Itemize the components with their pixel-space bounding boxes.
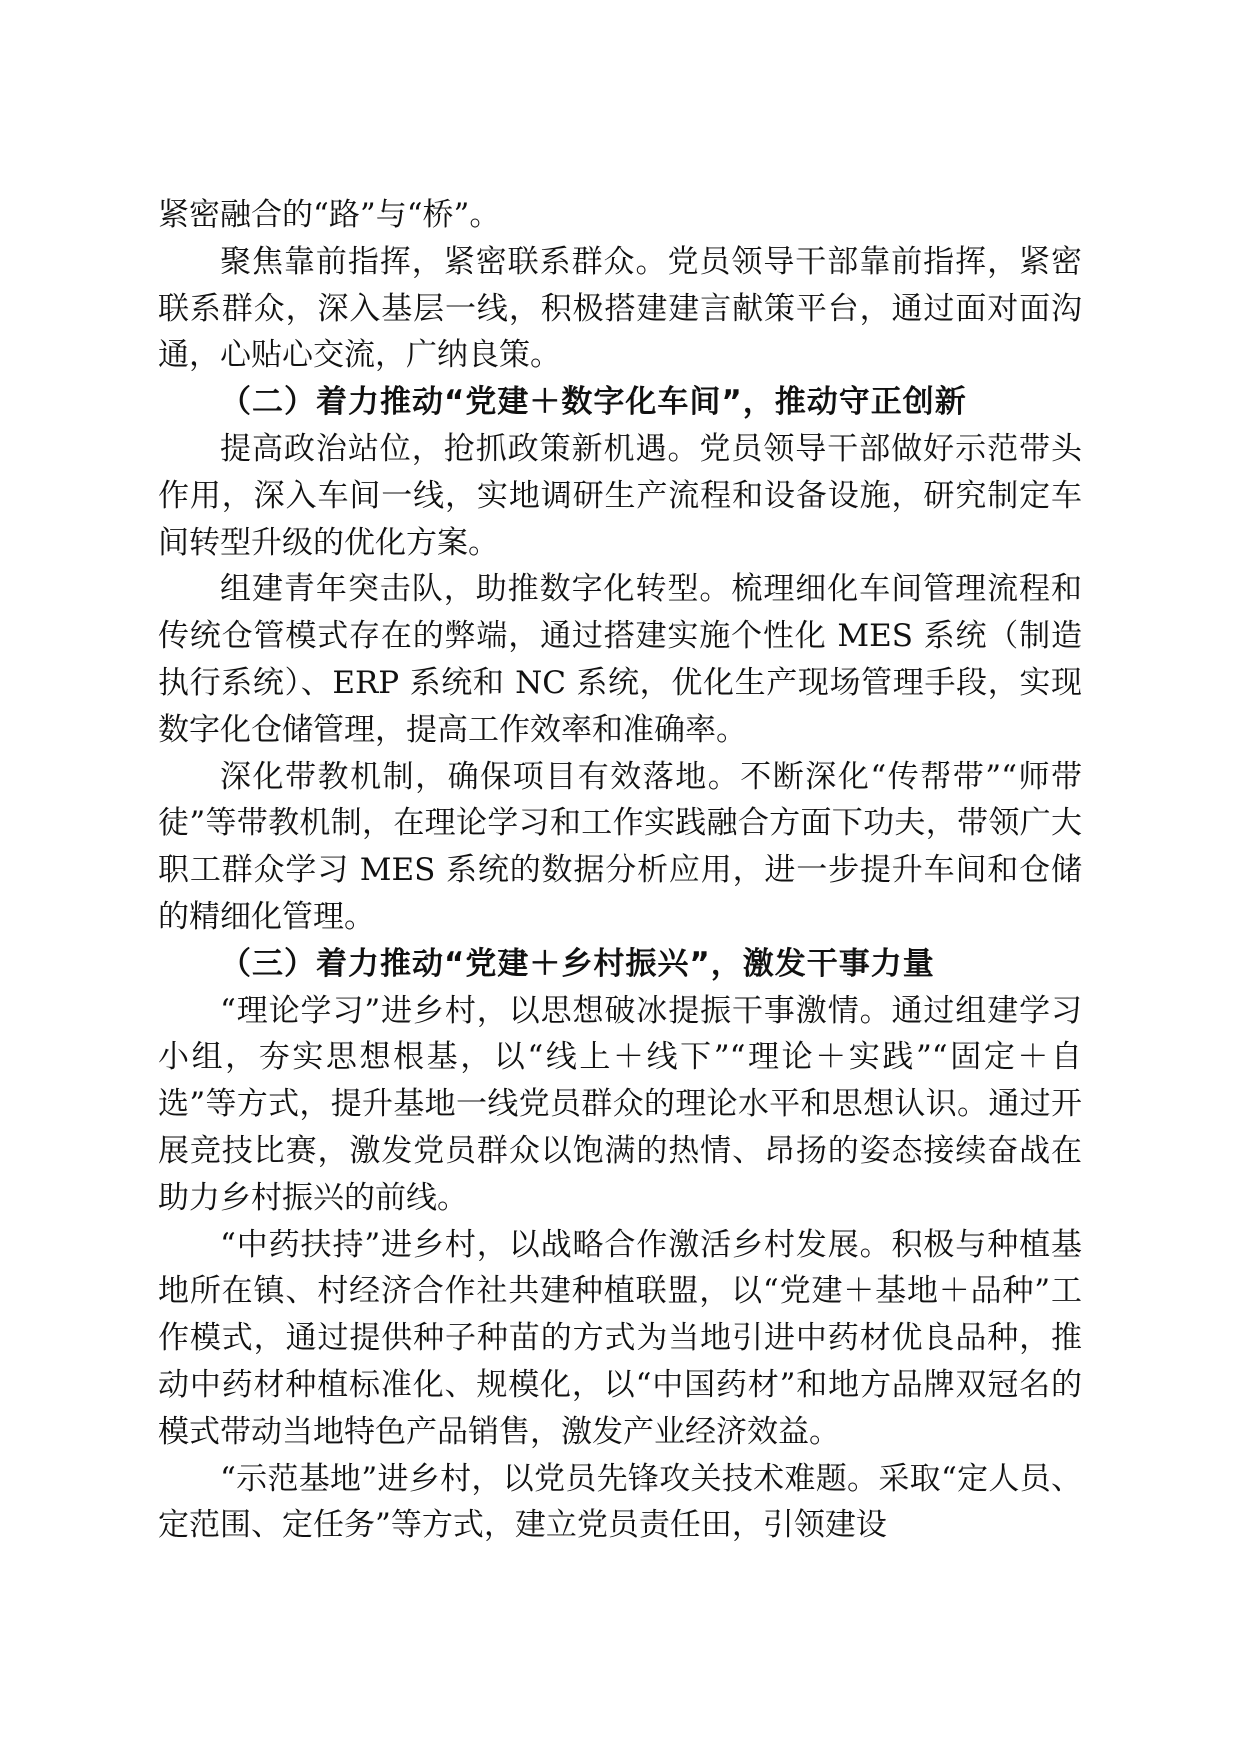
section-heading-3: （三）着力推动“党建＋乡村振兴”，激发干事力量 xyxy=(220,945,935,982)
document-page xyxy=(158,192,1082,1549)
paragraph-herbal-support: “中药扶持”进乡村，以战略合作激活乡村发展。积极与种植基地所在镇、村经济合作社共建种植联盟，以“党建＋基地＋品种”工作模式，通过提供种子种苗的方式为当地引进中药材优良品种，推动中药材种植标准化、规模化，以“中国药材”和地方品牌双冠名的模式带动当地特色产品销售，激发产业经济效益。 xyxy=(158,1226,1082,1450)
paragraph-demo-base: “示范基地”进乡村，以党员先锋攻关技术难题。采取“定人员、定范围、定任务”等方式，建立党员责任田，引领建设 xyxy=(158,1460,1082,1544)
paragraph-focus-command: 聚焦靠前指挥，紧密联系群众。党员领导干部靠前指挥，紧密联系群众，深入基层一线，积极搭建建言献策平台，通过面对面沟通，心贴心交流，广纳良策。 xyxy=(158,243,1082,374)
paragraph-mentoring: 深化带教机制，确保项目有效落地。不断深化“传帮带”“师带徒”等带教机制，在理论学习和工作实践融合方面下功夫，带领广大职工群众学习 MES 系统的数据分析应用，进一步提升车间和仓储的精细化管理。 xyxy=(158,758,1082,935)
section-heading-2: （二）着力推动“党建＋数字化车间”，推动守正创新 xyxy=(220,384,967,421)
paragraph-political-position: 提高政治站位，抢抓政策新机遇。党员领导干部做好示范带头作用，深入车间一线，实地调研生产流程和设备设施，研究制定车间转型升级的优化方案。 xyxy=(158,430,1082,561)
paragraph-continuation: 紧密融合的“路”与“桥”。 xyxy=(158,197,501,233)
paragraph-youth-team: 组建青年突击队，助推数字化转型。梳理细化车间管理流程和传统仓管模式存在的弊端，通过搭建实施个性化 MES 系统（制造执行系统）、ERP 系统和 NC 系统，优化生产现场管理手段，实现数字化仓储管理，提高工作效率和准确率。 xyxy=(158,571,1082,748)
paragraph-theory-study: “理论学习”进乡村，以思想破冰提振干事激情。通过组建学习小组，夯实思想根基，以“线上＋线下”“理论＋实践”“固定＋自选”等方式，提升基地一线党员群众的理论水平和思想认识。通过开展竞技比赛，激发党员群众以饱满的热情、昂扬的姿态接续奋战在助力乡村振兴的前线。 xyxy=(158,992,1082,1216)
